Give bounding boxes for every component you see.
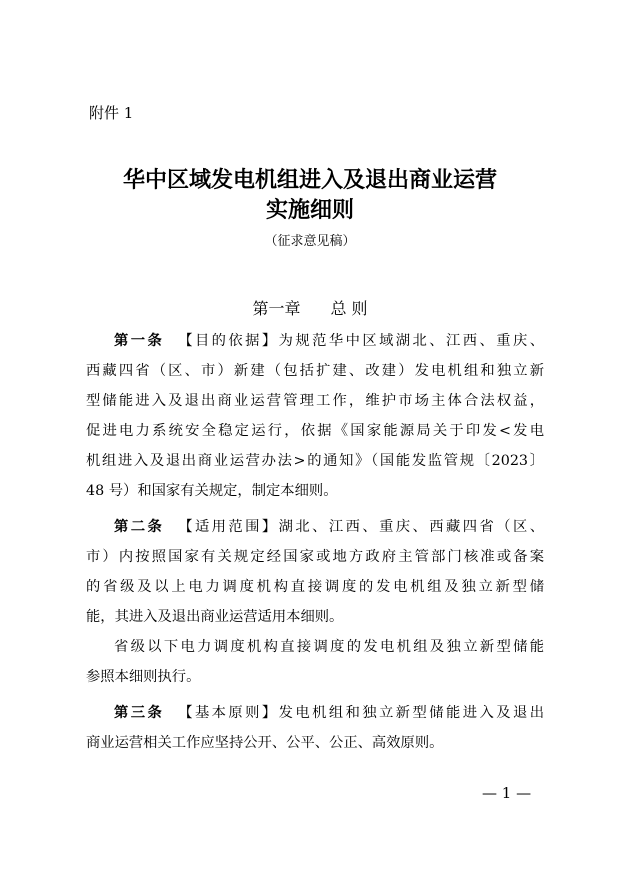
article-2-line: 能，其进入及退出商业运营适用本细则。 — [86, 609, 344, 625]
article-2-line: 的省级及以上电力调度机构直接调度的发电机组及独立新型储 — [86, 579, 544, 595]
article-3-label: 第三条 — [114, 705, 165, 721]
article-3-line: 商业运营相关工作应坚持公开、公平、公正、高效原则。 — [86, 735, 444, 751]
article-1-line: 第一条 【目的依据】为规范华中区域湖北、江西、重庆、 — [114, 333, 545, 349]
article-1-line: 48 号）和国家有关规定，制定本细则。 — [86, 483, 338, 499]
chapter-heading — [0, 297, 620, 321]
article-2-paragraph-2-line: 省级以下电力调度机构直接调度的发电机组及独立新型储能 — [114, 639, 544, 655]
article-2-line: 第二条 【适用范围】湖北、江西、重庆、西藏四省（区、 — [114, 519, 545, 535]
article-2-line: 市）内按照国家有关规定经国家或地方政府主管部门核准或备案 — [86, 549, 544, 565]
document-title-line-1: 华中区域发电机组进入及退出商业运营 — [122, 168, 497, 193]
attachment-label: 附件 1 — [89, 104, 134, 122]
article-1-line: 西藏四省（区、市）新建（包括扩建、改建）发电机组和独立新 — [86, 363, 544, 379]
article-3 — [86, 698, 544, 758]
article-2-label: 第二条 — [114, 519, 165, 535]
article-1 — [86, 326, 544, 506]
article-1-line: 机组进入及退出商业运营办法>的通知》（国能发监管规〔2023〕 — [86, 453, 544, 469]
article-3-line: 第三条 【基本原则】发电机组和独立新型储能进入及退出 — [114, 705, 545, 721]
document-title-line-2: 实施细则 — [265, 198, 354, 223]
page-number: — 1 — — [482, 784, 532, 802]
chapter-name: 总 则 — [330, 299, 368, 318]
article-2-paragraph-2-line: 参照本细则执行。 — [86, 669, 201, 685]
article-1-line: 型储能进入及退出商业运营管理工作，维护市场主体合法权益， — [86, 393, 544, 409]
article-1-label: 第一条 — [114, 333, 165, 349]
draft-note: （征求意见稿） — [264, 234, 356, 249]
chapter-number: 第一章 — [252, 299, 301, 318]
article-1-line: 促进电力系统安全稳定运行，依据《国家能源局关于印发<发电 — [86, 423, 544, 439]
article-2 — [86, 512, 544, 692]
